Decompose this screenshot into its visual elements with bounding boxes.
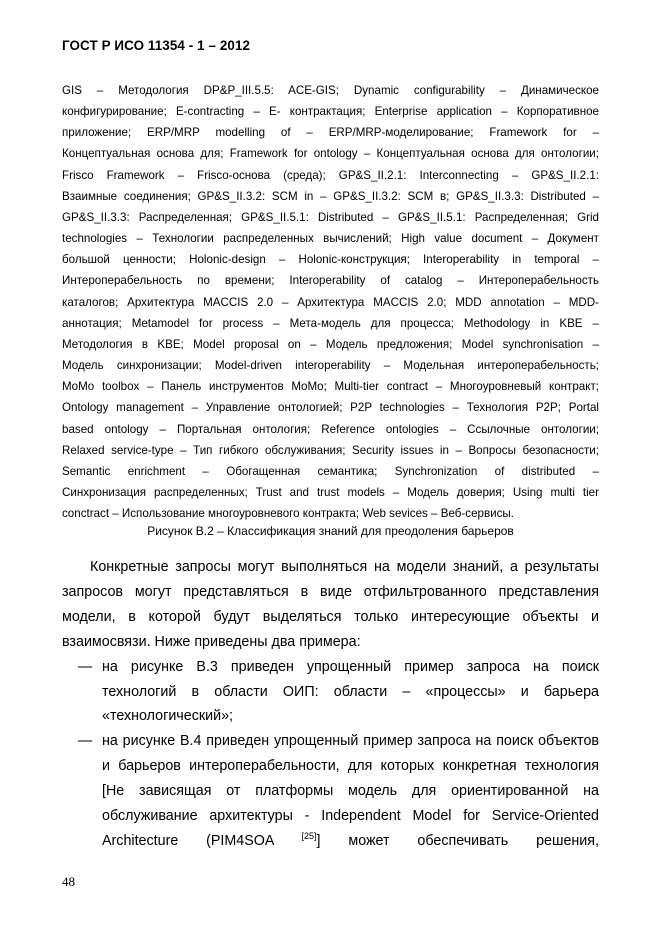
list-line: [Не зависящая от платформы модель для ориентированной на [102,783,599,800]
legend-line: каталогов; Архитектура MACCIS 2.0 – Архитектура MACCIS 2.0; MDD annotation – MDD- [62,295,599,309]
reference-superscript: [25] [301,830,317,841]
legend-line: GIS – Методология DP&P_III.5.5: ACE-GIS; Dynamic configurability – Динамическое [62,84,599,97]
body-text [62,555,599,855]
list-dash: — [78,733,93,750]
list-line: на рисунке В.3 приведен упрощенный пример запроса на поиск [102,658,599,675]
list-line: технологий в области ОИП: области – «процессы» и барьера [102,683,599,700]
reference-text-after: ] может обеспечивать решения, [316,832,599,849]
legend-line: Концептуальная основа для; Framework for ontology – Концептуальная основа для онтологии; [62,147,599,161]
legend-line: Взаимные соединения; GP&S_II.3.2: SCM in – GP&S_II.3.2: SCM в; GP&S_II.3.3: Distributed – [62,189,599,203]
paragraph-line: модели, в которой будут выделяться только интересующие объекты и [62,608,599,625]
legend-line: MoMo toolbox – Панель инструментов MoMo; Multi-tier contract – Многоуровневый контракт; [62,380,599,394]
legend-line: большой ценности; Holonic-design – Holonic-конструкция; Interoperability in temporal – [62,253,599,267]
paragraph-line: запросов могут представляться в виде отфильтрованного представления [62,583,599,600]
legend-line: Ontology management – Управление онтологией; P2P technologies – Технология P2P; Portal [62,401,599,415]
legend-line: Синхронизация распределенных; Trust and trust models – Модель доверия; Using multi tier [62,485,599,499]
list-line: на рисунке В.4 приведен упрощенный пример запроса на поиск объектов [102,733,599,750]
legend-line: technologies – Технологии распределенных вычислений; High value document – Документ [62,232,599,246]
list-dash: — [78,658,93,675]
document-header: ГОСТ Р ИСО 11354 - 1 – 2012 [62,38,251,53]
legend-line: Модель синхронизации; Model-driven interoperability – Модельная интероперабельность; [62,359,599,373]
figure-caption: Рисунок В.2 – Классификация знаний для преодоления барьеров [147,524,514,538]
list-line: «технологический»; [102,708,234,725]
legend-line: based ontology – Портальная онтология; Reference ontologies – Ссылочные онтологии; [62,422,599,436]
list-line-with-reference [102,829,599,855]
page-number: 48 [62,874,75,889]
legend-line: conctract – Использование многоуровневого контракта; Web sevices – Веб-сервисы. [62,507,514,521]
legend-line: Интероперабельность по времени; Interoperability of catalog – Интероперабельность [62,274,599,288]
legend-line: Frisco Framework – Frisco-основа (среда); GP&S_II.2.1: Interconnecting – GP&S_II.2.1: [62,168,599,182]
legend-line: Методология в KBE; Model proposal on – Модель предложения; Model synchronisation – [62,337,599,351]
paragraph-line: взаимосвязи. Ниже приведены два примера: [62,633,361,650]
list-line: обслуживание архитектуры - Independent Model for Service-Oriented [102,808,599,825]
list-item [62,729,599,855]
list-line: и барьеров интероперабельности, для которых конкретная технология [102,758,599,775]
reference-text-before: Architecture (PIM4SOA [102,832,274,849]
legend-line: Semantic enrichment – Обогащенная семантика; Synchronization of distributed – [62,464,599,478]
legend-line: GP&S_II.3.3: Распределенная; GP&S_II.5.1: Distributed – GP&S_II.5.1: Распределенная; Grid [62,210,599,224]
paragraph-line: Конкретные запросы могут выполняться на модели знаний, а результаты [90,559,599,575]
legend-line: аннотация; Metamodel for process – Мета-модель для процесса; Methodology in KBE – [62,316,599,330]
legend-line: Relaxed service-type – Тип гибкого обслуживания; Security issues in – Вопросы безопасности; [62,443,599,457]
list-item [62,655,599,730]
legend-line: конфигурирование; E-contracting – E- контрактация; Enterprise application – Корпоративное [62,105,599,119]
figure-legend-text [62,80,599,524]
legend-line: приложение; ERP/MRP modelling of – ERP/MRP-моделирование; Framework for – [62,126,599,140]
